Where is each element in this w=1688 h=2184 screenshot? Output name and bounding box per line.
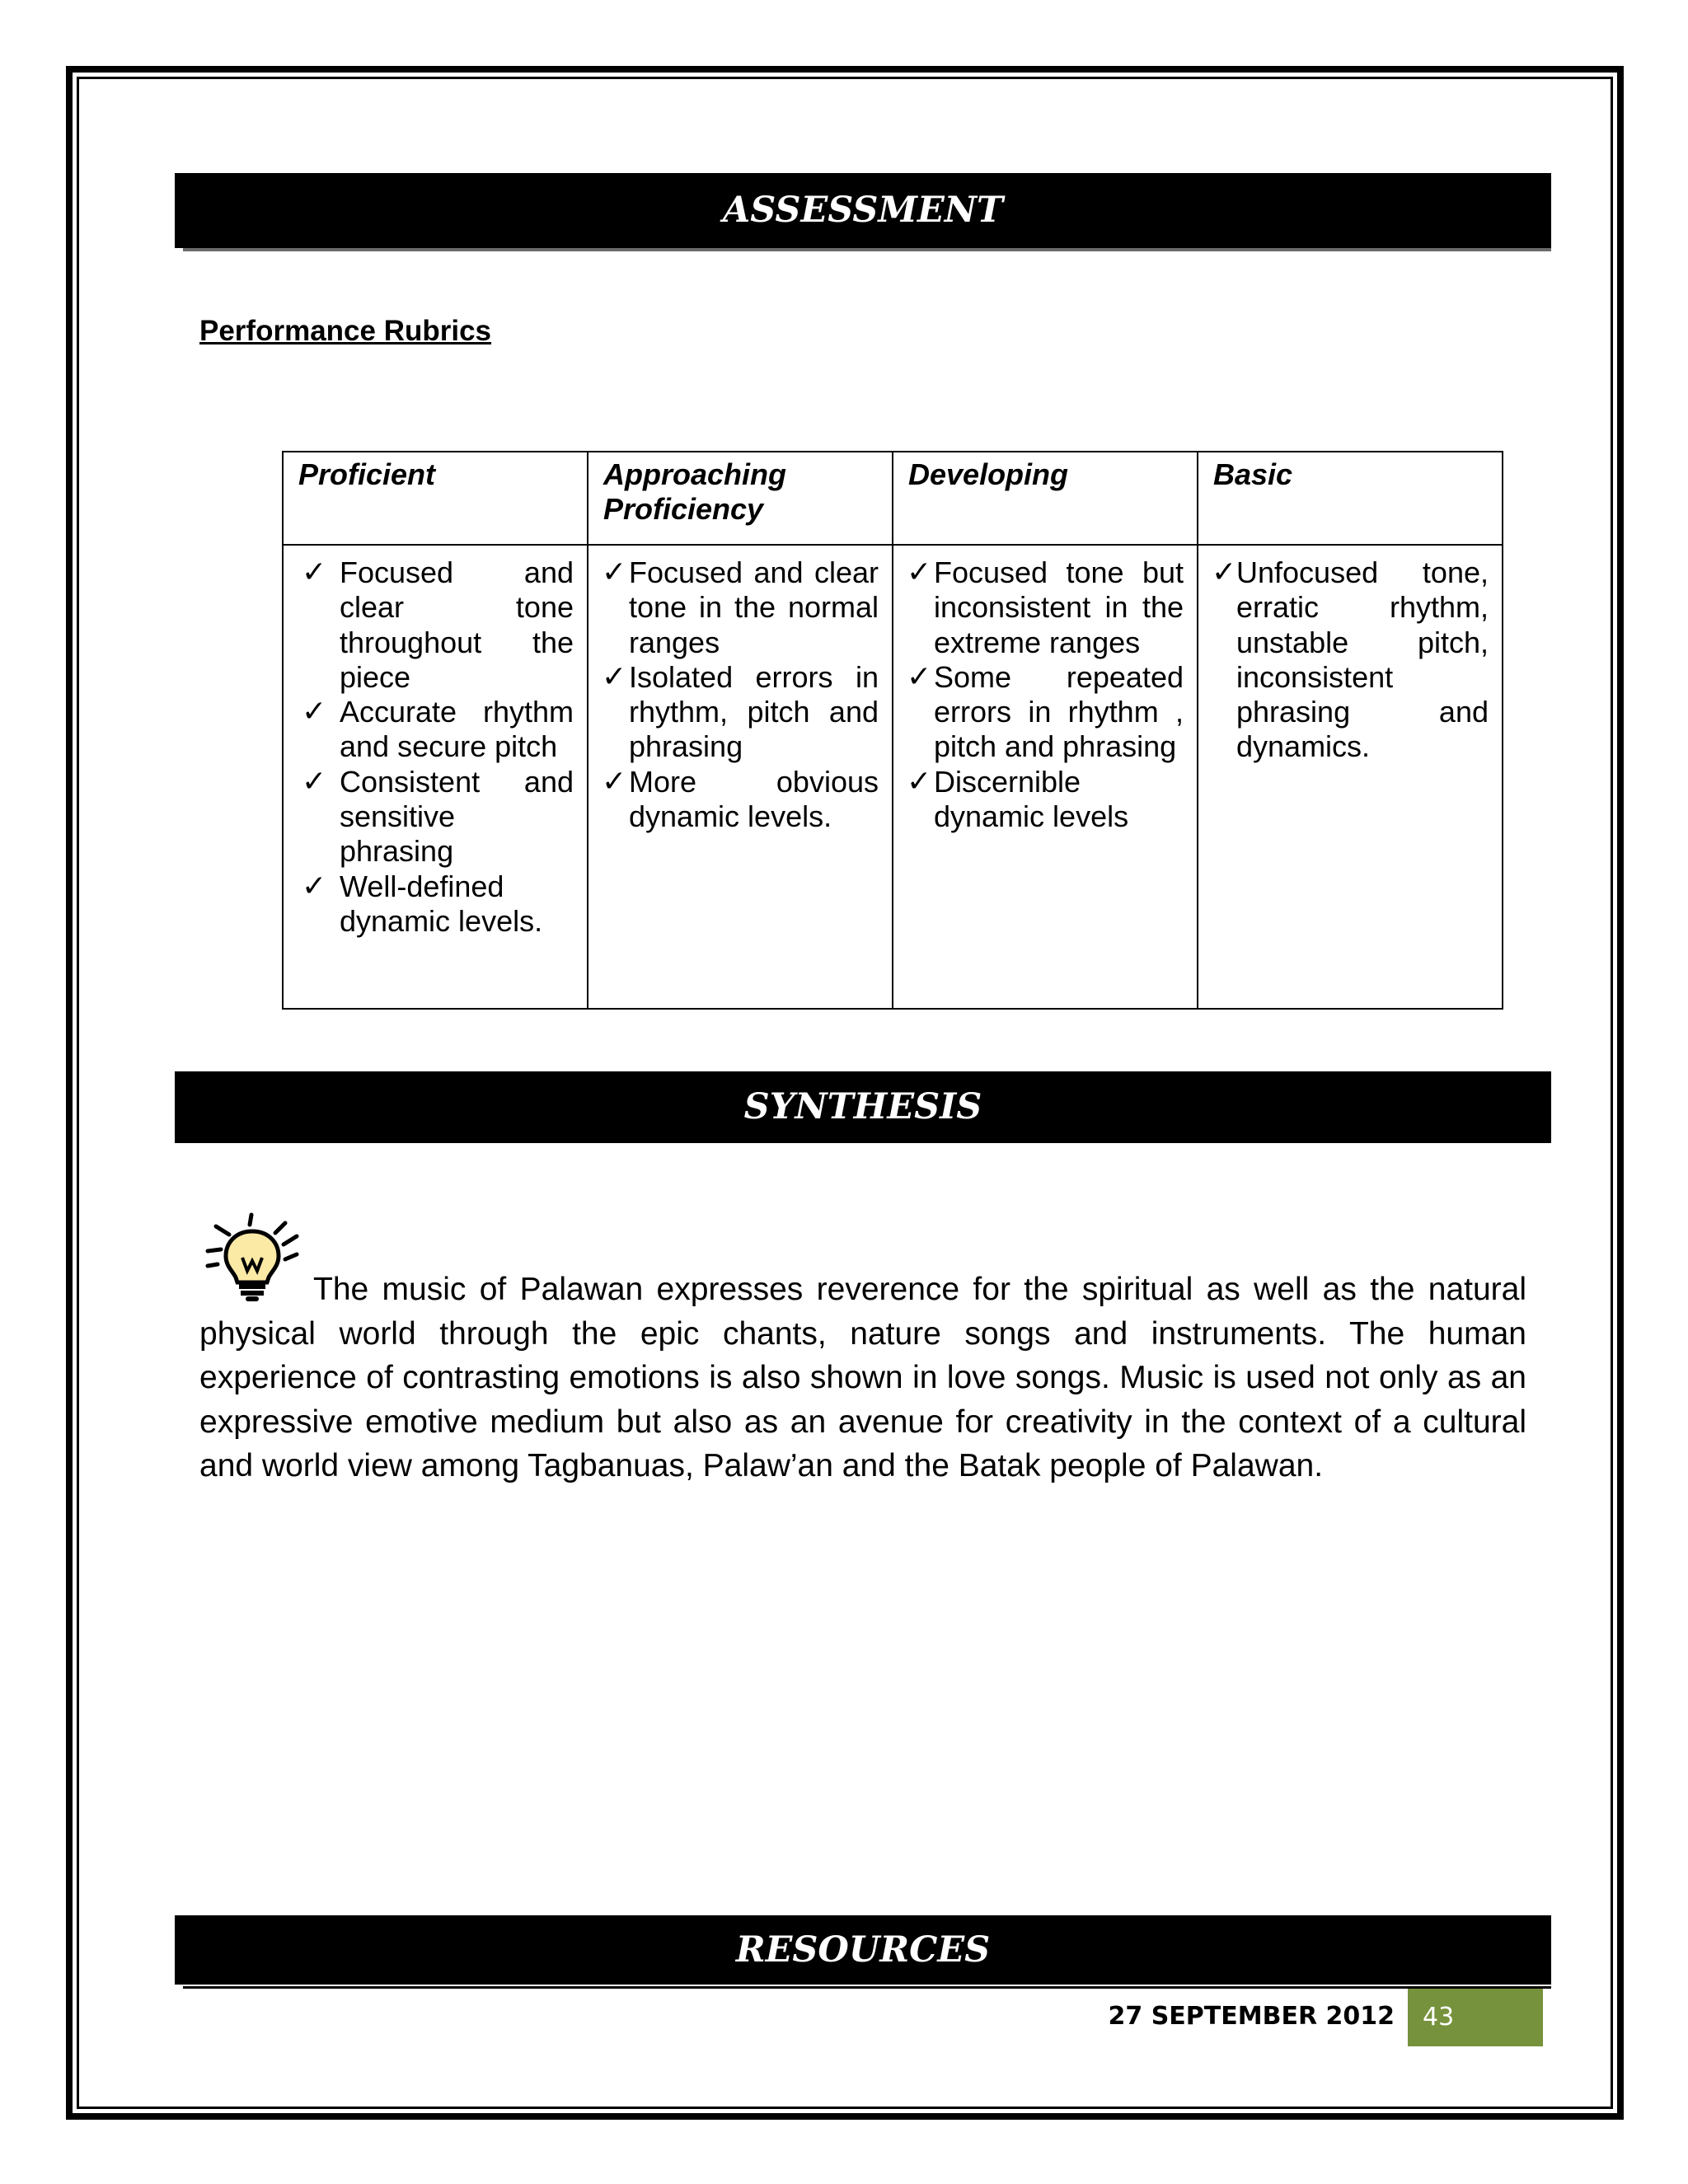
performance-rubrics-heading: Performance Rubrics	[199, 315, 492, 347]
rubric-cell-proficient	[283, 545, 588, 1009]
page-number-badge: 43	[1408, 1989, 1543, 2046]
rubric-criteria-row	[283, 545, 1503, 1009]
basic-criteria-list	[1212, 555, 1489, 765]
synthesis-title: SYNTHESIS	[743, 1086, 982, 1127]
list-item: ✓ Focused and clear tone throughout the piece	[297, 555, 574, 695]
assessment-title: ASSESSMENT	[722, 190, 1004, 231]
list-item: ✓ Some repeated errors in rhythm , pitch and phrasing	[907, 660, 1184, 765]
rubric-header-row	[283, 452, 1503, 545]
synthesis-paragraph	[199, 1268, 1526, 1488]
list-item: ✓ Consistent and sensitive phrasing	[297, 765, 574, 869]
list-item: ✓ Focused and clear tone in the normal ranges	[602, 555, 879, 660]
rubric-cell-basic	[1198, 545, 1503, 1009]
list-item: ✓ Isolated errors in rhythm, pitch and phrasing	[602, 660, 879, 765]
synthesis-banner	[175, 1071, 1551, 1143]
footer-rule	[183, 1986, 1551, 1989]
assessment-banner-shadow	[183, 248, 1551, 251]
list-item: ✓ Focused tone but inconsistent in the extreme ranges	[907, 555, 1184, 660]
resources-title: RESOURCES	[735, 1929, 991, 1971]
list-item: ✓ Unfocused tone, erratic rhythm, unstable pitch, inconsistent phrasing and dynamics.	[1212, 555, 1489, 765]
proficient-criteria-list	[297, 555, 574, 939]
rubric-header-basic: Basic	[1198, 452, 1503, 545]
footer-date: 27 SEPTEMBER 2012	[1108, 2002, 1395, 2031]
list-item: ✓ More obvious dynamic levels.	[602, 765, 879, 835]
list-item: ✓ Well-defined dynamic levels.	[297, 869, 574, 940]
resources-banner	[175, 1915, 1551, 1985]
rubric-table	[282, 451, 1503, 1010]
assessment-banner	[175, 173, 1551, 248]
approaching-criteria-list	[602, 555, 879, 834]
list-item: ✓ Accurate rhythm and secure pitch	[297, 695, 574, 765]
rubric-header-proficient: Proficient	[283, 452, 588, 545]
synthesis-paragraph-text: The music of Palawan expresses reverence for the spiritual as well as the natural physical world through the epic chants, nature songs and instruments. The human experience of contrasting emotions is also shown in love songs. Music is used not only as an expressive emotive medium but also as an avenue for creativity in the context of a cultural and world view among Tagbanuas, Palaw’an and the Batak people of Palawan.	[199, 1272, 1526, 1483]
rubric-cell-developing	[893, 545, 1198, 1009]
list-item: ✓ Discernible dynamic levels	[907, 765, 1184, 835]
rubric-cell-approaching	[588, 545, 893, 1009]
developing-criteria-list	[907, 555, 1184, 834]
rubric-header-approaching: Approaching Proficiency	[588, 452, 893, 545]
rubric-header-developing: Developing	[893, 452, 1198, 545]
